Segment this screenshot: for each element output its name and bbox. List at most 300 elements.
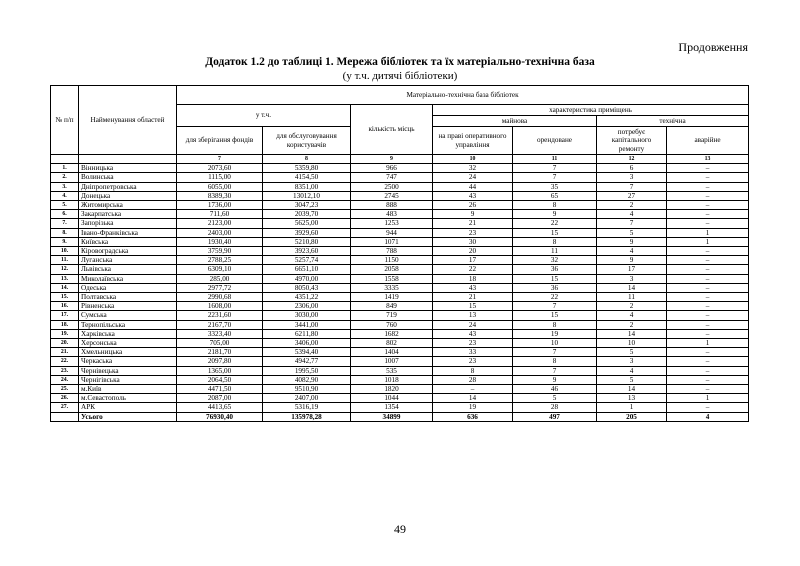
emergency: – (667, 311, 749, 320)
storage-area: 2064,50 (177, 375, 263, 384)
region-name: Черкаська (79, 357, 177, 366)
row-number: 12. (51, 265, 79, 274)
table-row (51, 256, 749, 265)
storage-area: 2123,00 (177, 219, 263, 228)
seats: 1018 (351, 375, 433, 384)
emergency: – (667, 182, 749, 191)
emergency: 1 (667, 237, 749, 246)
row-number: 16. (51, 302, 79, 311)
emergency: – (667, 247, 749, 256)
seats: 1404 (351, 348, 433, 357)
region-name: Волинська (79, 173, 177, 182)
repair: 11 (597, 293, 667, 302)
emergency: 1 (667, 339, 749, 348)
service-area: 135978,28 (263, 412, 351, 421)
operative: 18 (433, 274, 513, 283)
operative: 30 (433, 237, 513, 246)
operative: 636 (433, 412, 513, 421)
storage-area: 8389,30 (177, 191, 263, 200)
emergency: – (667, 219, 749, 228)
row-number: 10. (51, 247, 79, 256)
region-name: Миколаївська (79, 274, 177, 283)
storage-area: 2231,60 (177, 311, 263, 320)
row-number: 26. (51, 394, 79, 403)
colnum-9: 9 (351, 155, 433, 164)
operative: 22 (433, 265, 513, 274)
table-row (51, 283, 749, 292)
repair: 4 (597, 311, 667, 320)
table-row (51, 210, 749, 219)
seats: 1253 (351, 219, 433, 228)
header-service: для обслуговування користувачів (263, 127, 351, 155)
emergency: – (667, 375, 749, 384)
row-number: 18. (51, 320, 79, 329)
storage-area: 4413,65 (177, 403, 263, 412)
row-number: 19. (51, 329, 79, 338)
repair: 1 (597, 403, 667, 412)
rented: 22 (513, 293, 597, 302)
storage-area: 1736,00 (177, 201, 263, 210)
service-area: 4970,00 (263, 274, 351, 283)
repair: 2 (597, 201, 667, 210)
repair: 5 (597, 228, 667, 237)
document-title: Додаток 1.2 до таблиці 1. Мережа бібліотек та їх матеріально-технічна база (205, 56, 595, 68)
storage-area: 285,00 (177, 274, 263, 283)
seats: 1419 (351, 293, 433, 302)
colnum-12: 12 (597, 155, 667, 164)
rented: 7 (513, 302, 597, 311)
table-row (51, 339, 749, 348)
region-name: Луганська (79, 256, 177, 265)
service-area: 4942,77 (263, 357, 351, 366)
row-number: 5. (51, 201, 79, 210)
table-row (51, 320, 749, 329)
continuation-label: Продовження (678, 40, 748, 54)
row-number (51, 412, 79, 421)
repair: 3 (597, 173, 667, 182)
service-area: 9510,90 (263, 385, 351, 394)
storage-area: 1365,00 (177, 366, 263, 375)
region-name: Закарпатська (79, 210, 177, 219)
operative: 13 (433, 311, 513, 320)
row-number: 7. (51, 219, 79, 228)
operative: 8 (433, 366, 513, 375)
header-mtb: Матеріально-технічна база бібліотек (177, 86, 749, 105)
rented: 10 (513, 339, 597, 348)
operative: 23 (433, 228, 513, 237)
service-area: 8050,43 (263, 283, 351, 292)
storage-area: 1608,00 (177, 302, 263, 311)
header-region: Найменування областей (79, 86, 177, 155)
repair: 10 (597, 339, 667, 348)
region-name: АРК (79, 403, 177, 412)
service-area: 5316,19 (263, 403, 351, 412)
region-name: Донецька (79, 191, 177, 200)
seats: 2058 (351, 265, 433, 274)
storage-area: 6055,00 (177, 182, 263, 191)
seats: 944 (351, 228, 433, 237)
repair: 5 (597, 375, 667, 384)
storage-area: 2181,70 (177, 348, 263, 357)
table-row (51, 311, 749, 320)
row-number: 13. (51, 274, 79, 283)
table-row (51, 348, 749, 357)
storage-area: 2167,70 (177, 320, 263, 329)
repair: 3 (597, 357, 667, 366)
rented: 8 (513, 320, 597, 329)
service-area: 5210,80 (263, 237, 351, 246)
service-area: 2039,70 (263, 210, 351, 219)
colnum-8: 8 (263, 155, 351, 164)
header-premises: характеристика приміщень (433, 105, 749, 116)
emergency: – (667, 385, 749, 394)
table-row (51, 228, 749, 237)
operative: 14 (433, 394, 513, 403)
storage-area: 4471,50 (177, 385, 263, 394)
colnum-13: 13 (667, 155, 749, 164)
storage-area: 6309,10 (177, 265, 263, 274)
emergency: – (667, 164, 749, 173)
rented: 7 (513, 366, 597, 375)
seats: 1007 (351, 357, 433, 366)
storage-area: 3759,90 (177, 247, 263, 256)
region-name: Запорізька (79, 219, 177, 228)
region-name: Херсонська (79, 339, 177, 348)
table-row (51, 357, 749, 366)
row-number: 2. (51, 173, 79, 182)
emergency: – (667, 191, 749, 200)
seats: 2500 (351, 182, 433, 191)
repair: 14 (597, 329, 667, 338)
row-number: 15. (51, 293, 79, 302)
service-area: 5625,00 (263, 219, 351, 228)
table-row (51, 394, 749, 403)
emergency: – (667, 265, 749, 274)
header-rented: орендоване (513, 127, 597, 155)
seats: 888 (351, 201, 433, 210)
seats: 849 (351, 302, 433, 311)
rented: 22 (513, 219, 597, 228)
operative: 43 (433, 191, 513, 200)
service-area: 3406,00 (263, 339, 351, 348)
document-subtitle: (у т.ч. дитячі бібліотеки) (342, 70, 458, 82)
service-area: 6651,10 (263, 265, 351, 274)
repair: 4 (597, 210, 667, 219)
emergency: – (667, 366, 749, 375)
colnum-10: 10 (433, 155, 513, 164)
storage-area: 1930,40 (177, 237, 263, 246)
repair: 6 (597, 164, 667, 173)
libraries-table (50, 85, 749, 422)
seats: 747 (351, 173, 433, 182)
rented: 8 (513, 357, 597, 366)
row-number: 1. (51, 164, 79, 173)
row-number: 22. (51, 357, 79, 366)
row-number: 11. (51, 256, 79, 265)
header-storage: для зберігання фондів (177, 127, 263, 155)
operative: 24 (433, 320, 513, 329)
operative: 23 (433, 339, 513, 348)
service-area: 3441,00 (263, 320, 351, 329)
repair: 14 (597, 385, 667, 394)
storage-area: 2097,80 (177, 357, 263, 366)
service-area: 13012,10 (263, 191, 351, 200)
region-name: Харківська (79, 329, 177, 338)
emergency: – (667, 201, 749, 210)
region-name: Сумська (79, 311, 177, 320)
rented: 65 (513, 191, 597, 200)
operative: 28 (433, 375, 513, 384)
emergency: – (667, 274, 749, 283)
operative: 9 (433, 210, 513, 219)
storage-area: 2990,68 (177, 293, 263, 302)
colnum-blank (79, 155, 177, 164)
region-name: Івано-Франківська (79, 228, 177, 237)
seats: 2745 (351, 191, 433, 200)
rented: 7 (513, 173, 597, 182)
seats: 3335 (351, 283, 433, 292)
region-name: Львівська (79, 265, 177, 274)
seats: 1558 (351, 274, 433, 283)
seats: 1682 (351, 329, 433, 338)
seats: 966 (351, 164, 433, 173)
region-name: Чернігівська (79, 375, 177, 384)
seats: 802 (351, 339, 433, 348)
region-name: Дніпропетровська (79, 182, 177, 191)
service-area: 5394,40 (263, 348, 351, 357)
header-emergency: аварійне (667, 127, 749, 155)
emergency: – (667, 256, 749, 265)
emergency: – (667, 302, 749, 311)
service-area: 3047,23 (263, 201, 351, 210)
colnum-7: 7 (177, 155, 263, 164)
operative: – (433, 385, 513, 394)
seats: 1150 (351, 256, 433, 265)
operative: 23 (433, 357, 513, 366)
rented: 9 (513, 375, 597, 384)
table-row (51, 385, 749, 394)
service-area: 1995,50 (263, 366, 351, 375)
region-name: Усього (79, 412, 177, 421)
seats: 483 (351, 210, 433, 219)
repair: 4 (597, 247, 667, 256)
row-number: 3. (51, 182, 79, 191)
row-number: 17. (51, 311, 79, 320)
service-area: 4082,90 (263, 375, 351, 384)
repair: 17 (597, 265, 667, 274)
storage-area: 3323,40 (177, 329, 263, 338)
operative: 26 (433, 201, 513, 210)
rented: 46 (513, 385, 597, 394)
colnum-11: 11 (513, 155, 597, 164)
row-number: 9. (51, 237, 79, 246)
row-number: 24. (51, 375, 79, 384)
rented: 7 (513, 164, 597, 173)
service-area: 2306,00 (263, 302, 351, 311)
row-number: 20. (51, 339, 79, 348)
repair: 205 (597, 412, 667, 421)
service-area: 4351,22 (263, 293, 351, 302)
emergency: – (667, 403, 749, 412)
seats: 1071 (351, 237, 433, 246)
seats: 535 (351, 366, 433, 375)
emergency: – (667, 357, 749, 366)
table-row (51, 247, 749, 256)
operative: 44 (433, 182, 513, 191)
table-row (51, 329, 749, 338)
row-number: 6. (51, 210, 79, 219)
table-row (51, 375, 749, 384)
operative: 32 (433, 164, 513, 173)
region-name: м.Київ (79, 385, 177, 394)
rented: 9 (513, 210, 597, 219)
rented: 11 (513, 247, 597, 256)
region-name: Полтавська (79, 293, 177, 302)
row-number: 25. (51, 385, 79, 394)
header-seats: кількість місць (351, 105, 433, 155)
region-name: Одеська (79, 283, 177, 292)
row-number: 23. (51, 366, 79, 375)
region-name: Чернівецька (79, 366, 177, 375)
colnum-blank (51, 155, 79, 164)
rented: 8 (513, 237, 597, 246)
repair: 2 (597, 302, 667, 311)
service-area: 4154,50 (263, 173, 351, 182)
operative: 17 (433, 256, 513, 265)
rented: 15 (513, 228, 597, 237)
operative: 21 (433, 219, 513, 228)
storage-area: 2073,60 (177, 164, 263, 173)
rented: 36 (513, 265, 597, 274)
rented: 19 (513, 329, 597, 338)
header-incl: у т.ч. (177, 105, 351, 127)
storage-area: 2087,00 (177, 394, 263, 403)
region-name: Житомирська (79, 201, 177, 210)
operative: 43 (433, 283, 513, 292)
storage-area: 705,00 (177, 339, 263, 348)
service-area: 5257,74 (263, 256, 351, 265)
header-operative: на праві оперативного управління (433, 127, 513, 155)
operative: 21 (433, 293, 513, 302)
rented: 15 (513, 311, 597, 320)
emergency: – (667, 293, 749, 302)
row-number: 8. (51, 228, 79, 237)
operative: 33 (433, 348, 513, 357)
repair: 7 (597, 182, 667, 191)
storage-area: 76930,40 (177, 412, 263, 421)
region-name: Кіровоградська (79, 247, 177, 256)
table-row (51, 293, 749, 302)
emergency: 1 (667, 394, 749, 403)
region-name: Рівненська (79, 302, 177, 311)
emergency: – (667, 283, 749, 292)
rented: 28 (513, 403, 597, 412)
seats: 1044 (351, 394, 433, 403)
row-number: 14. (51, 283, 79, 292)
row-number: 27. (51, 403, 79, 412)
table-row (51, 191, 749, 200)
repair: 7 (597, 219, 667, 228)
region-name: Хмельницька (79, 348, 177, 357)
service-area: 2407,00 (263, 394, 351, 403)
repair: 27 (597, 191, 667, 200)
seats: 760 (351, 320, 433, 329)
region-name: Тернопільська (79, 320, 177, 329)
table-row (51, 366, 749, 375)
repair: 14 (597, 283, 667, 292)
repair: 5 (597, 348, 667, 357)
emergency: 1 (667, 228, 749, 237)
table-row (51, 265, 749, 274)
storage-area: 711,60 (177, 210, 263, 219)
repair: 9 (597, 256, 667, 265)
storage-area: 2403,00 (177, 228, 263, 237)
operative: 24 (433, 173, 513, 182)
seats: 1820 (351, 385, 433, 394)
rented: 15 (513, 274, 597, 283)
emergency: – (667, 320, 749, 329)
emergency: – (667, 329, 749, 338)
table-row (51, 237, 749, 246)
repair: 13 (597, 394, 667, 403)
service-area: 8351,00 (263, 182, 351, 191)
operative: 15 (433, 302, 513, 311)
table-row (51, 274, 749, 283)
region-name: Вінницька (79, 164, 177, 173)
page-number: 49 (394, 522, 406, 536)
table-row (51, 164, 749, 173)
repair: 9 (597, 237, 667, 246)
service-area: 3929,60 (263, 228, 351, 237)
operative: 43 (433, 329, 513, 338)
storage-area: 2788,25 (177, 256, 263, 265)
total-row (51, 412, 749, 421)
row-number: 21. (51, 348, 79, 357)
region-name: м.Севастополь (79, 394, 177, 403)
seats: 719 (351, 311, 433, 320)
rented: 8 (513, 201, 597, 210)
repair: 2 (597, 320, 667, 329)
header-property: майнова (433, 116, 597, 127)
operative: 19 (433, 403, 513, 412)
header-technical: технічна (597, 116, 749, 127)
emergency: 4 (667, 412, 749, 421)
rented: 35 (513, 182, 597, 191)
service-area: 3030,00 (263, 311, 351, 320)
rented: 5 (513, 394, 597, 403)
table-row (51, 219, 749, 228)
rented: 7 (513, 348, 597, 357)
rented: 32 (513, 256, 597, 265)
repair: 4 (597, 366, 667, 375)
seats: 34899 (351, 412, 433, 421)
header-no: № п/п (51, 86, 79, 155)
service-area: 6211,80 (263, 329, 351, 338)
storage-area: 2977,72 (177, 283, 263, 292)
emergency: – (667, 348, 749, 357)
region-name: Київська (79, 237, 177, 246)
storage-area: 1115,00 (177, 173, 263, 182)
emergency: – (667, 173, 749, 182)
rented: 36 (513, 283, 597, 292)
table-row (51, 201, 749, 210)
table-row (51, 182, 749, 191)
table-row (51, 302, 749, 311)
table-row (51, 403, 749, 412)
header-repair: потребує капітального ремонту (597, 127, 667, 155)
emergency: – (667, 210, 749, 219)
operative: 20 (433, 247, 513, 256)
